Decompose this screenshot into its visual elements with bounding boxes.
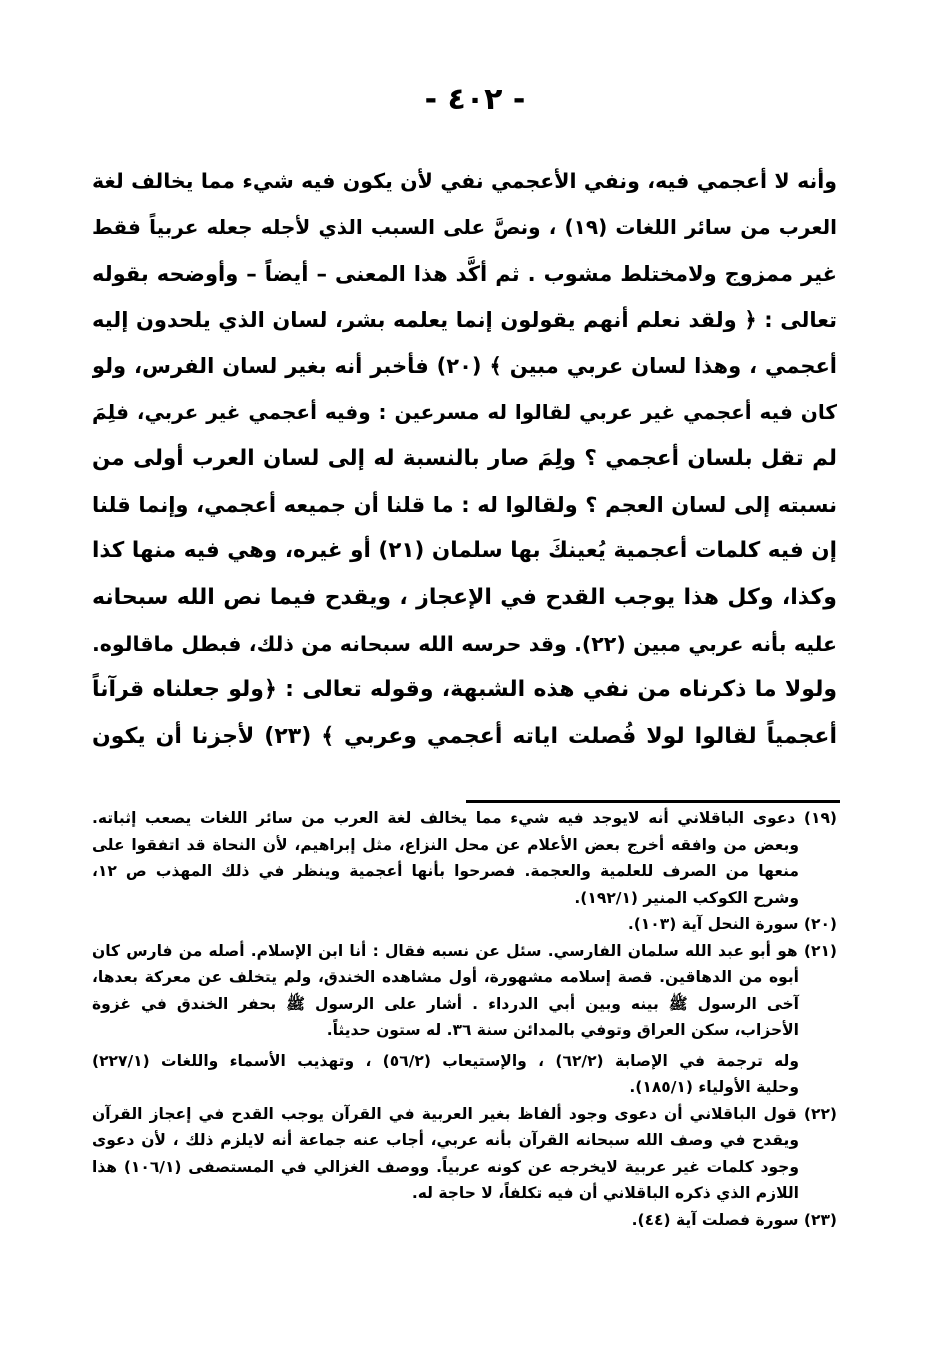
footnote-line: منعها من الصرف للعلمية والعجمة. فصرحوا بأنها أعجمية وينظر في ذلك المهذب ص ١٢، (92, 862, 799, 880)
footnotes (92, 805, 837, 1233)
body-line: وأنه لا أعجمي فيه، ونفي الأعجمي نفي لأن يكون فيه شيء مما يخالف لغة (92, 169, 837, 193)
body-line: العرب من سائر اللغات (١٩) ، ونصَّ على السبب الذي لأجله جعله عربياً فقط (92, 215, 837, 240)
footnote-line: (٢١) هو أبو عبد الله سلمان الفارسي. سئل عن نسبه فقال : أنا ابن الإسلام. أصله من فارس كان (92, 941, 837, 960)
footnote-line: وشرح الكوكب المنير (١٩٢/١). (574, 888, 799, 907)
footnote-20 (92, 911, 837, 938)
body-line: أعجمياً لقالوا لولا فُصلت اياته أعجمي وعربي ﴾ (٢٣) لأجزنا أن يكون (92, 723, 837, 749)
body-line: ولولا ما ذكرناه من نفي هذه الشبهة، وقوله تعالى : ﴿ولو جعلناه قرآناً (92, 677, 837, 703)
body-line: أعجمي ، وهذا لسان عربي مبين ﴾ (٢٠) فأخبر أنه بغير لسان الفرس، ولو (92, 354, 837, 379)
footnote-line: ويقدح في وصف الله سبحانه القرآن بأنه عربي، أجاب عنه جماعة أنه لايلزم ذلك ، لأن دعوى (92, 1131, 799, 1149)
body-line: إن فيه كلمات أعجمية يُعينكَ بها سلمان (٢١) أو غيره، وهي فيه منها كذا (92, 538, 837, 564)
footnote-21 (92, 938, 837, 1101)
body-line: لم تقل بلسان أعجمي ؟ ولِمَ صار بالنسبة له إلى لسان العرب أولى من (92, 445, 837, 471)
footnote-23 (92, 1207, 837, 1234)
footnote-22 (92, 1101, 837, 1207)
body-line: تعالى : ﴿ ولقد نعلم أنهم يقولون إنما يعلمه بشر، لسان الذي يلحدون إليه (92, 307, 837, 332)
footnote-line: (٢٢) قول الباقلاني أن دعوى وجود ألفاظ بغير العربية في القرآن يوجب القدح في إعجاز القرآن (92, 1104, 837, 1123)
footnote-line: وجود كلمات غير عربية لايخرجه عن كونه عربياً. ووصف الغزالي في المستصفى (١٠٦/١) هذا (92, 1157, 799, 1176)
footnote-19 (92, 805, 837, 911)
footnote-line: وله ترجمة في الإصابة (٦٢/٢) ، والإستيعاب (٥٦/٢) ، وتهذيب الأسماء واللغات (٢٢٧/١) (92, 1051, 800, 1070)
footnote-line: (٢٣) سورة فصلت آية (٤٤). (631, 1210, 837, 1229)
footnote-line: أبوه من الدهاقين. قصة إسلامه مشهورة، أول مشاهده الخندق، ولم يتخلف عن معركة بعدها، (92, 968, 799, 986)
body-line: نسبته إلى لسان العجم ؟ ولقالوا له : ما قلنا أن جميعه أعجمي، وإنما قلنا (92, 493, 837, 518)
body-line: كان فيه أعجمي غير عربي لقالوا له مسرعين : وفيه أعجمي غير عربي، فلِمَ (92, 400, 837, 425)
body-line: غير ممزوج ولامختلط مشوب . ثم أكَّد هذا المعنى – أيضاً – وأوضحه بقوله (92, 261, 837, 286)
body-line: عليه بأنه عربي مبين (٢٢). وقد حرسه الله سبحانه من ذلك، فبطل ماقالوه. (92, 631, 837, 656)
footnote-line: وبعض من وافقه أخرج بعض الأعلام عن محل النزاع، مثل إبراهيم، لأن النحاة قد اتفقوا على (92, 835, 799, 854)
page-number: - ٤٠٢ - (424, 82, 526, 117)
body-line: وكذا، وكل هذا يوجب القدح في الإعجاز ، ويقدح فيما نص الله سبحانه (92, 584, 837, 610)
footnote-line: آخى الرسول ﷺ بينه وبين أبي الدرداء . أشار على الرسول ﷺ بحفر الخندق في غزوة (92, 994, 799, 1013)
footnote-line: الأحزاب، سكن العراق وتوفي بالمدائن سنة ٣٦. له ستون حديثاً. (326, 1021, 799, 1039)
body-text (92, 158, 837, 760)
footnote-line: (١٩) دعوى الباقلاني أنه لايوجد فيه شيء مما يخالف لغة العرب من سائر اللغات يصعب إثباته. (92, 809, 837, 827)
footnote-separator (466, 800, 840, 803)
footnote-line: (٢٠) سورة النحل آية (١٠٣). (627, 915, 837, 933)
footnote-line: وحلية الأولياء (١٨٥/١). (629, 1078, 799, 1096)
footnote-line: اللازم الذي ذكره الباقلاني أن فيه تكلفاً، لا حاجة له. (411, 1184, 799, 1202)
